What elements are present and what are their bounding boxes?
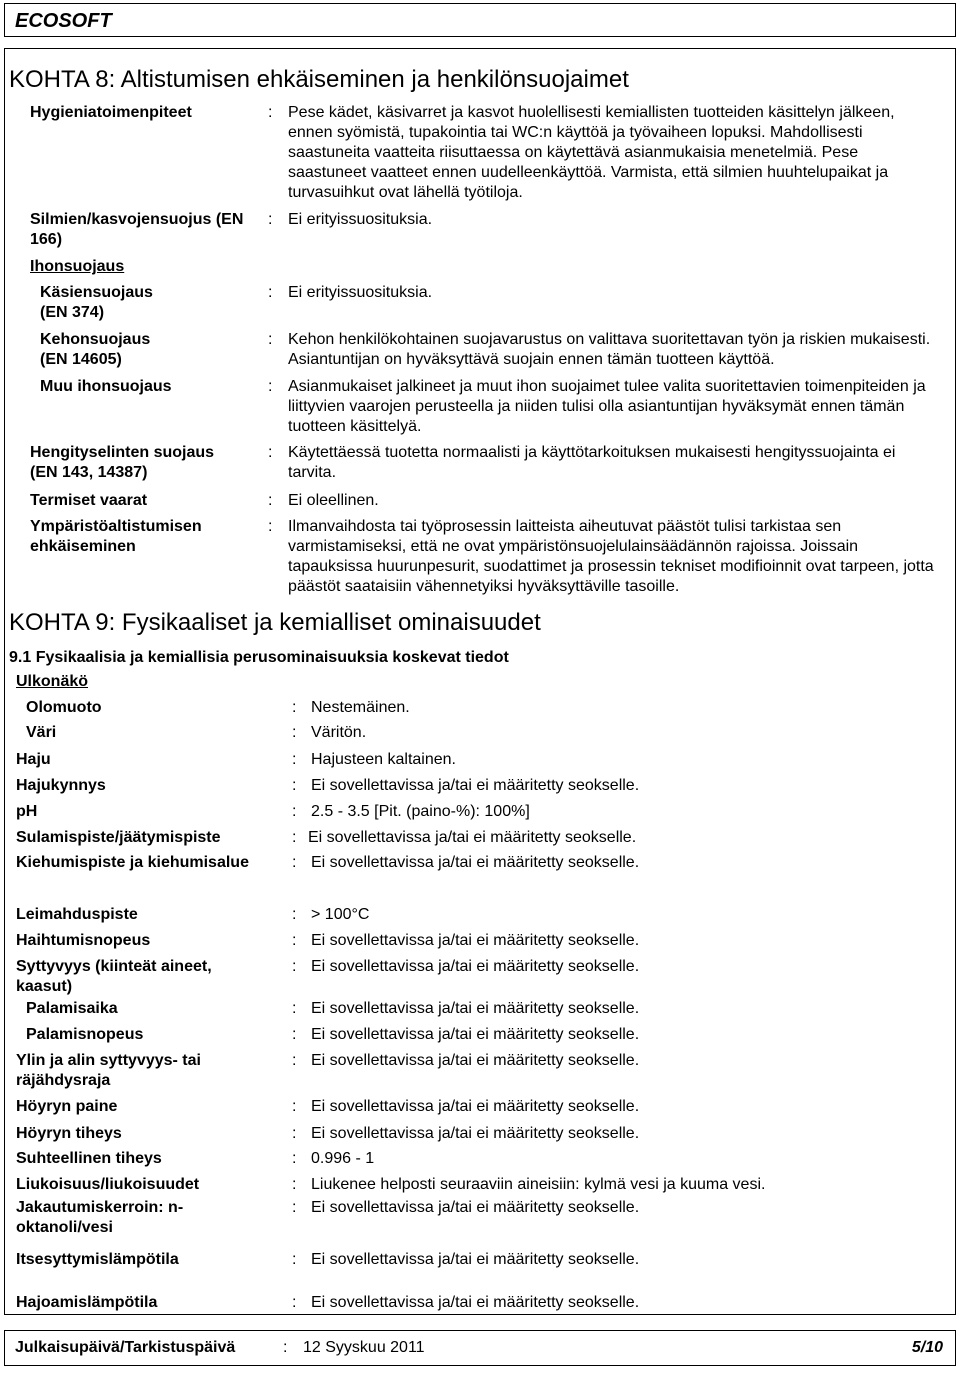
colon: : [292, 803, 297, 820]
colon: : [292, 1176, 297, 1193]
s9-label: Syttyvyys (kiinteät aineet, kaasut) [16, 958, 212, 995]
colon: : [268, 518, 273, 535]
s9-value: Nestemäinen. [311, 699, 410, 716]
s8-label: Ympäristöaltistumisen ehkäiseminen [30, 518, 202, 555]
document-header [4, 3, 956, 37]
s9-label: Ylin ja alin syttyvyys- tai räjähdysraja [16, 1052, 201, 1089]
colon: : [268, 284, 273, 301]
colon: : [268, 378, 273, 395]
s9-value: Väritön. [311, 724, 367, 741]
s9-label: pH [16, 803, 38, 820]
colon: : [292, 829, 297, 846]
colon: : [292, 724, 297, 741]
s9-label: Jakautumiskerroin: n-oktanoli/vesi [16, 1199, 184, 1236]
company-name: ECOSOFT [15, 10, 112, 32]
colon: : [268, 492, 273, 509]
s8-label: Käsiensuojaus (EN 374) [40, 284, 153, 321]
colon: : [292, 1150, 297, 1167]
colon: : [292, 751, 297, 768]
s9-label: Palamisaika [26, 1000, 118, 1017]
s8-label: Hygieniatoimenpiteet [30, 104, 192, 121]
colon: : [292, 932, 297, 949]
s8-value: Pese kädet, käsivarret ja kasvot huolellisesti kemiallisten tuotteiden käsittelyn jälkeen, ennen syömistä, tupakointia tai WC:n käyttöä ja työvaiheen lopuksi. Mahdollisesti saastuneita vaatteita riisuttaessa on käytettävä asianmukaisia menetelmiä. Pese saastuneet vaatteet ennen uudelleenkäyttöä. Varmista, että silmien huuhtelupaikat ja turvasuihkut ovat lähellä työtiloja. [288, 104, 895, 201]
s9-value: Ei sovellettavissa ja/tai ei määritetty seokselle. [311, 932, 640, 949]
section-9-title: KOHTA 9: Fysikaaliset ja kemialliset ominaisuudet [9, 609, 541, 636]
s8-value: Asianmukaiset jalkineet ja muut ihon suojaimet tulee valita suoritettavien toimenpiteiden ja liittyvien vaarojen perusteella ja niiden tulisi olla asiantuntijan hyväksymät ennen tämän tuotteen käsittelyä. [288, 378, 926, 435]
colon: : [292, 958, 297, 975]
colon: : [283, 1339, 288, 1356]
colon: : [292, 1026, 297, 1043]
s8-label: Kehonsuojaus (EN 14605) [40, 331, 151, 368]
s9-label: Olomuoto [26, 699, 102, 716]
s9-label: Ulkonäkö [16, 673, 89, 690]
colon: : [268, 104, 273, 121]
colon: : [292, 1199, 297, 1216]
s8-value: Ei erityissuosituksia. [288, 284, 433, 301]
s9-label: Suhteellinen tiheys [16, 1150, 162, 1167]
s9-value: Ei sovellettavissa ja/tai ei määritetty seokselle. [311, 1000, 640, 1017]
s9-value: Ei sovellettavissa ja/tai ei määritetty seokselle. [311, 777, 640, 794]
s9-value: Ei sovellettavissa ja/tai ei määritetty seokselle. [311, 1098, 640, 1115]
section-9-subtitle: 9.1 Fysikaalisia ja kemiallisia perusominaisuuksia koskevat tiedot [9, 649, 509, 666]
colon: : [292, 1052, 297, 1069]
colon: : [292, 1294, 297, 1311]
s9-label: Sulamispiste/jäätymispiste [16, 829, 221, 846]
s9-value: Ei sovellettavissa ja/tai ei määritetty seokselle. [311, 1199, 640, 1216]
s8-label: Hengityselinten suojaus (EN 143, 14387) [30, 444, 215, 481]
s8-value: Ei erityissuosituksia. [288, 211, 433, 228]
colon: : [292, 1125, 297, 1142]
s9-label: Höyryn paine [16, 1098, 118, 1115]
s8-label: Termiset vaarat [30, 492, 148, 509]
colon: : [292, 1098, 297, 1115]
s9-label: Höyryn tiheys [16, 1125, 122, 1142]
s9-value: Hajusteen kaltainen. [311, 751, 456, 768]
s9-value: Ei sovellettavissa ja/tai ei määritetty seokselle. [311, 1251, 640, 1268]
s9-value: Ei sovellettavissa ja/tai ei määritetty seokselle. [311, 1294, 640, 1311]
s8-label: Silmien/kasvojensuojus (EN 166) [30, 211, 244, 248]
s9-value: 0.996 - 1 [311, 1150, 375, 1167]
s8-value: Käytettäessä tuotetta normaalisti ja käyttötarkoituksen mukaisesti hengityssuojainta ei tarvita. [288, 444, 896, 481]
s9-label: Haihtumisnopeus [16, 932, 151, 949]
colon: : [292, 854, 297, 871]
s9-value: Liukenee helposti seuraaviin aineisiin: kylmä vesi ja kuuma vesi. [311, 1176, 766, 1193]
colon: : [292, 1251, 297, 1268]
s8-value: Ilmanvaihdosta tai työprosessin laitteista aiheutuvat päästöt tulisi tarkistaa sen varmistamiseksi, että ne ovat ympäristönsuojelulainsäädännön rajoissa. Joissain tapauksissa huurunpesurit, suodattimet ja prosessin tekniset modifioinnit ovat tarpeen, jotta päästöt saataisiin vähennetyiksi hyväksyttäville tasoille. [288, 518, 934, 595]
s9-value: Ei sovellettavissa ja/tai ei määritetty seokselle. [308, 829, 637, 846]
s9-label: Väri [26, 724, 57, 741]
s9-value: > 100°C [311, 906, 370, 923]
s9-value: 2.5 - 3.5 [Pit. (paino-%): 100%] [311, 803, 530, 820]
s9-value: Ei sovellettavissa ja/tai ei määritetty seokselle. [311, 1125, 640, 1142]
s9-value: Ei sovellettavissa ja/tai ei määritetty seokselle. [311, 1052, 640, 1069]
colon: : [292, 699, 297, 716]
s9-label: Kiehumispiste ja kiehumisalue [16, 854, 249, 871]
s9-value: Ei sovellettavissa ja/tai ei määritetty seokselle. [311, 854, 640, 871]
s9-label: Hajukynnys [16, 777, 106, 794]
colon: : [292, 1000, 297, 1017]
s9-label: Palamisnopeus [26, 1026, 144, 1043]
colon: : [268, 211, 273, 228]
s8-value: Kehon henkilökohtainen suojavarustus on valittava suoritettavan työn ja riskien mukaisesti. Asiantuntijan on hyväksyttävä suojain ennen tämän tuotteen käyttöä. [288, 331, 931, 368]
s9-label: Liukoisuus/liukoisuudet [16, 1176, 200, 1193]
s9-label: Itsesyttymislämpötila [16, 1251, 179, 1268]
s8-value: Ei oleellinen. [288, 492, 379, 509]
footer-date-label: Julkaisupäivä/Tarkistuspäivä [15, 1339, 236, 1356]
section-8-title: KOHTA 8: Altistumisen ehkäiseminen ja henkilönsuojaimet [9, 66, 629, 93]
page-number: 5/10 [911, 1339, 943, 1356]
s8-label: Ihonsuojaus [30, 258, 125, 275]
s8-label: Muu ihonsuojaus [40, 378, 172, 395]
s9-label: Hajoamislämpötila [16, 1294, 158, 1311]
colon: : [268, 331, 273, 348]
s9-label: Leimahduspiste [16, 906, 138, 923]
s9-label: Haju [16, 751, 51, 768]
s9-value: Ei sovellettavissa ja/tai ei määritetty seokselle. [311, 1026, 640, 1043]
document-footer [4, 1330, 956, 1366]
footer-date: 12 Syyskuu 2011 [303, 1339, 425, 1356]
colon: : [268, 444, 273, 461]
colon: : [292, 906, 297, 923]
s9-value: Ei sovellettavissa ja/tai ei määritetty seokselle. [311, 958, 640, 975]
colon: : [292, 777, 297, 794]
